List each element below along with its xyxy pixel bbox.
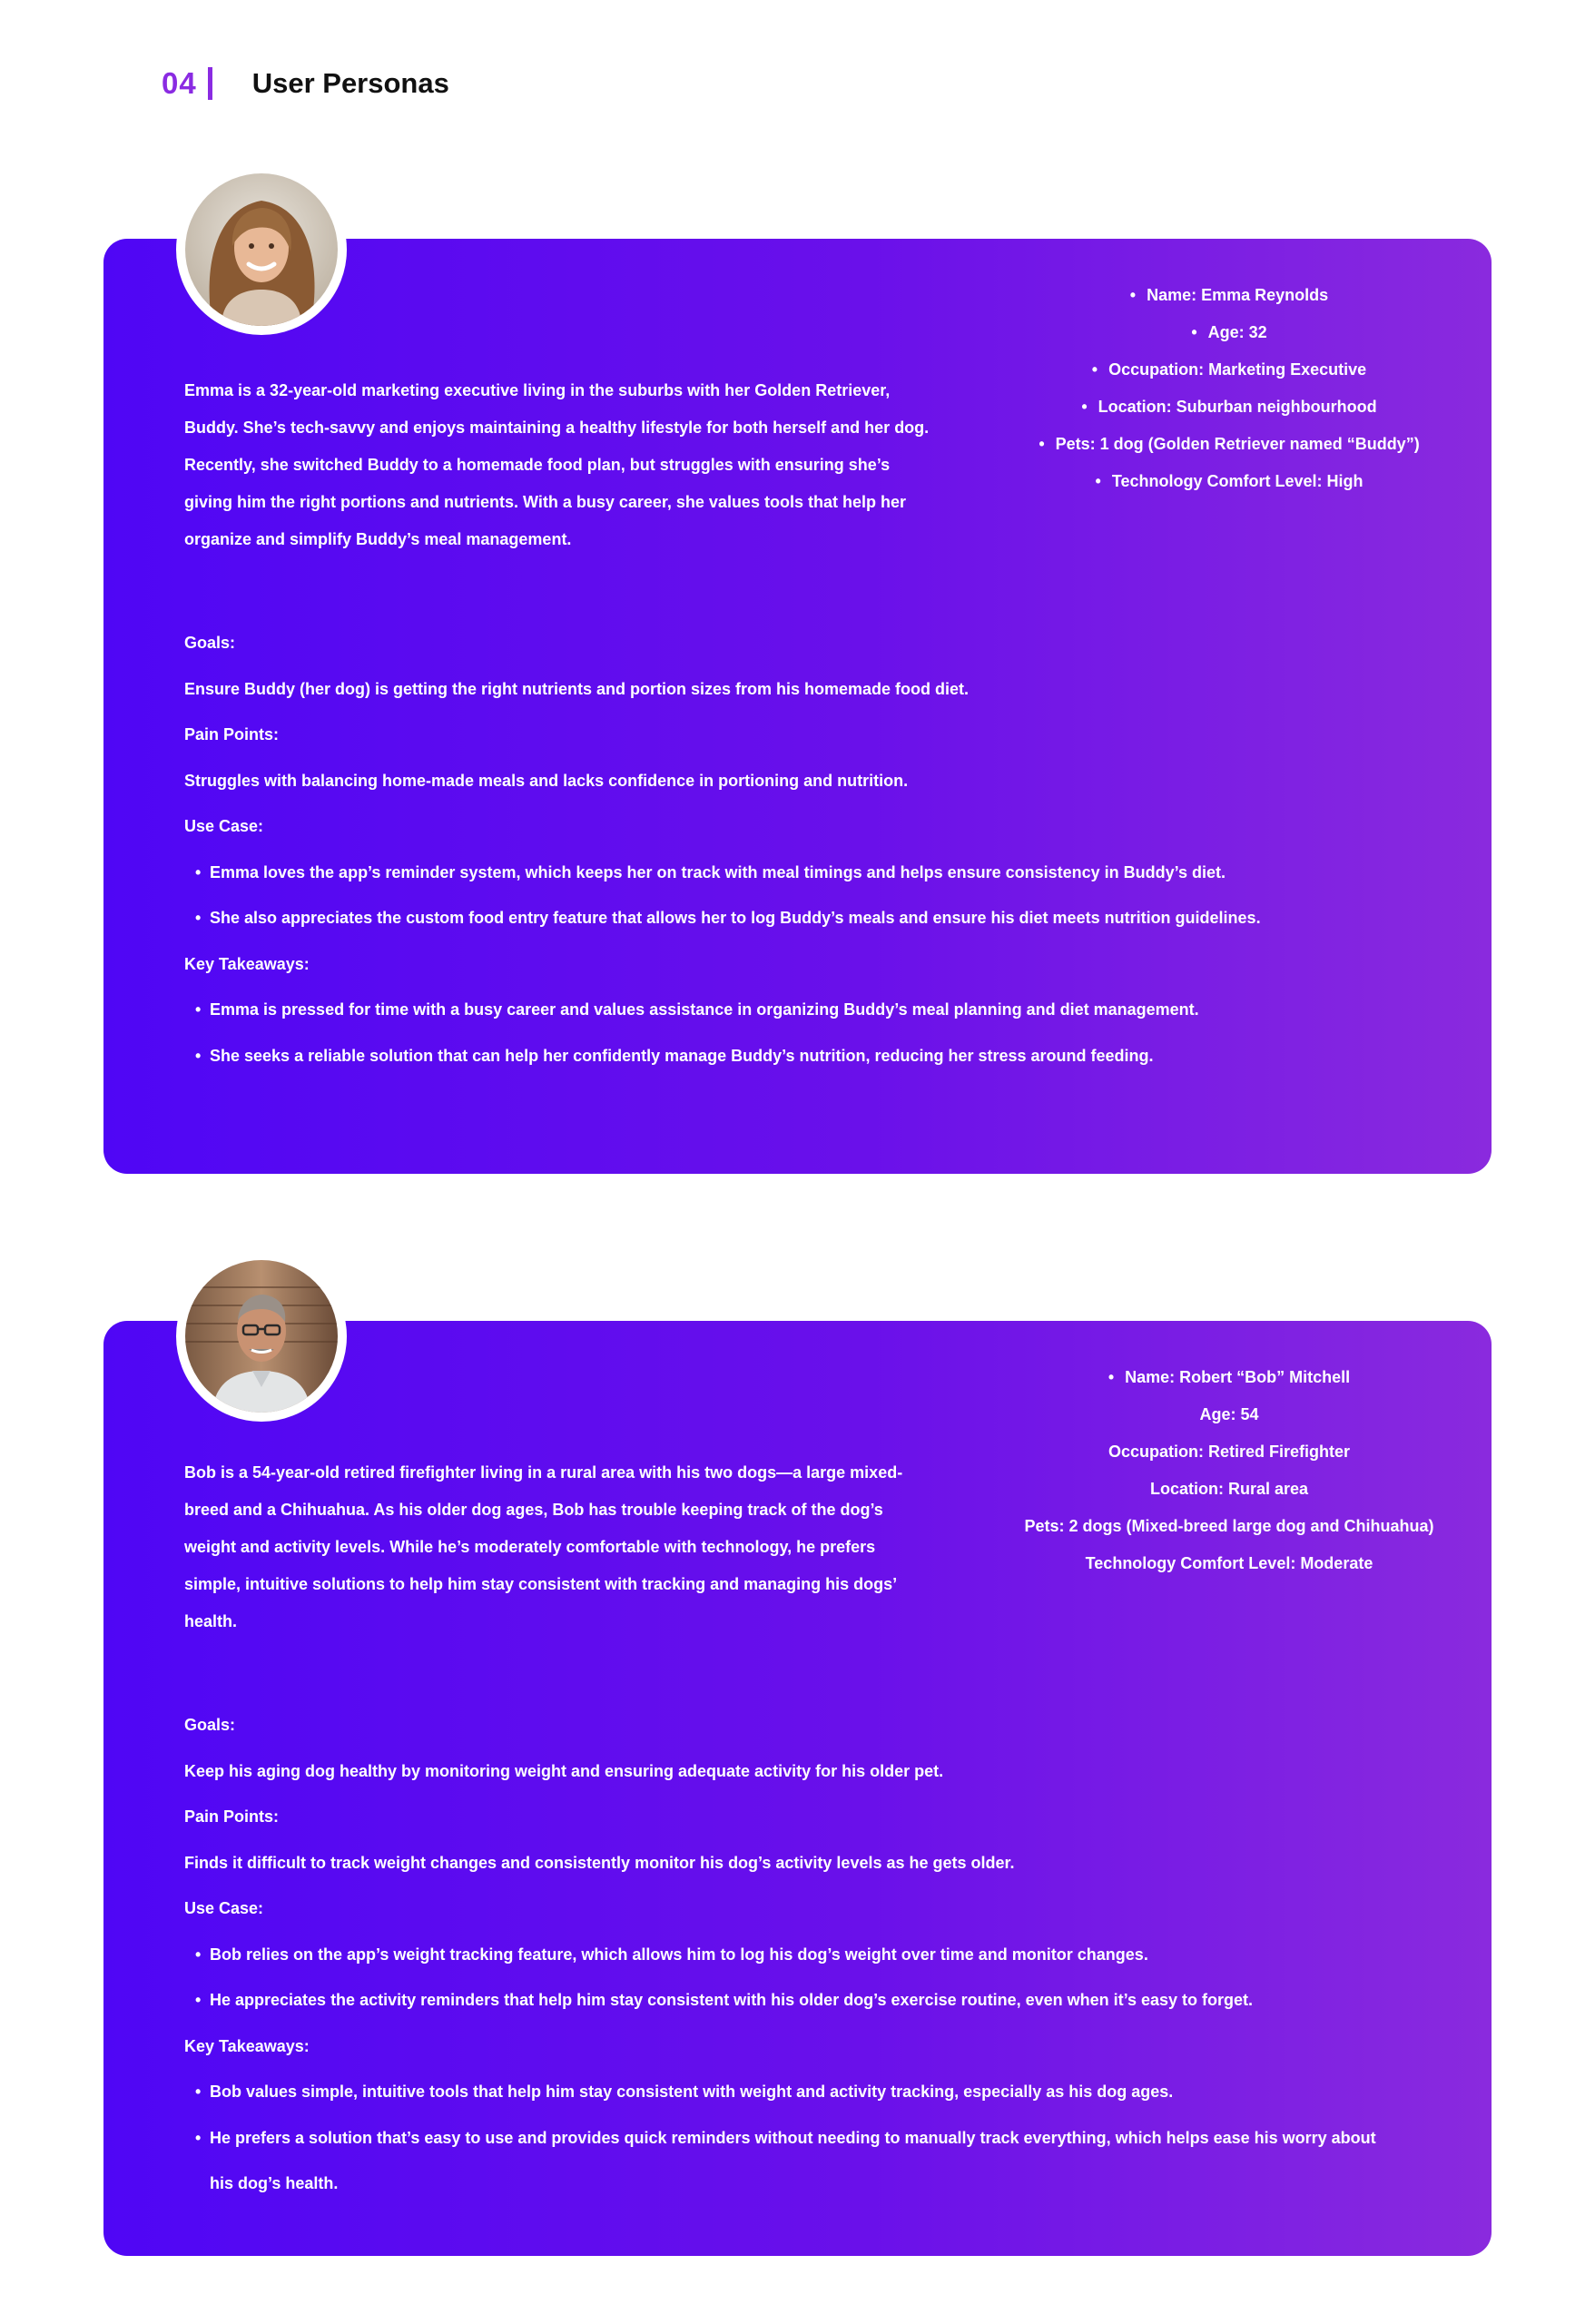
fact-occupation: Occupation: Retired Firefighter xyxy=(1108,1443,1351,1461)
pain-points-label: Pain Points: xyxy=(184,1807,280,1826)
avatar xyxy=(176,1251,347,1422)
takeaways-label: Key Takeaways: xyxy=(184,2036,310,2055)
avatar xyxy=(176,164,347,335)
avatar-emma-image xyxy=(185,173,338,326)
fact-name: • Name: Robert “Bob” Mitchell xyxy=(993,1359,1465,1396)
use-case-label: Use Case: xyxy=(184,1899,264,1917)
avatar-bob-image xyxy=(185,1260,338,1413)
list-item: • Bob relies on the app’s weight tracking feature, which allows him to log his dog’s weight over time and monitor changes. xyxy=(184,1932,1455,1978)
fact-location: • Location: Suburban neighbourhood xyxy=(993,389,1465,426)
use-case-list xyxy=(184,1932,1455,2024)
list-item: • He appreciates the activity reminders that help him stay consistent with his older dog’s exercise routine, even when it’s easy to forget. xyxy=(184,1977,1455,2024)
fact-pets: Pets: 2 dogs (Mixed-breed large dog and Chihuahua) xyxy=(1024,1517,1434,1535)
list-item: • Emma is pressed for time with a busy career and values assistance in organizing Buddy’s meal planning and diet management. xyxy=(184,987,1455,1033)
goals-label: Goals: xyxy=(184,1716,236,1734)
fact-location: Location: Rural area xyxy=(1149,1480,1309,1498)
persona-details xyxy=(184,1702,1455,2207)
fact-tech-comfort: Technology Comfort Level: Moderate xyxy=(1085,1554,1373,1572)
persona-details xyxy=(184,620,1455,1078)
list-item: • She also appreciates the custom food entry feature that allows her to log Buddy’s meals and ensure his diet meets nutrition guidelines. xyxy=(184,895,1455,941)
goals-text: Keep his aging dog healthy by monitoring weight and ensuring adequate activity for his older pet. xyxy=(184,1761,944,1780)
fact-age: • Age: 32 xyxy=(993,314,1465,351)
goals-label: Goals: xyxy=(184,634,236,652)
fact-occupation: • Occupation: Marketing Executive xyxy=(993,351,1465,389)
pain-points-label: Pain Points: xyxy=(184,725,280,743)
persona-card-bob xyxy=(103,1321,1492,2256)
list-item: • He prefers a solution that’s easy to use and provides quick reminders without needing to manually track everything, which helps ease his worry about his dog’s health. xyxy=(184,2115,1399,2207)
use-case-label: Use Case: xyxy=(184,817,264,835)
persona-facts xyxy=(993,1359,1465,1582)
takeaways-list xyxy=(184,2069,1455,2207)
pain-points-text: Struggles with balancing home-made meals and lacks confidence in portioning and nutrition. xyxy=(184,771,909,790)
persona-card-emma xyxy=(103,239,1492,1174)
list-item: • Bob values simple, intuitive tools that help him stay consistent with weight and activity tracking, especially as his dog ages. xyxy=(184,2069,1455,2115)
fact-name: • Name: Emma Reynolds xyxy=(993,277,1465,314)
section-divider xyxy=(208,67,212,100)
section-header xyxy=(162,65,449,102)
fact-age: Age: 54 xyxy=(1199,1405,1259,1423)
page-title: User Personas xyxy=(251,67,449,99)
fact-tech-comfort: • Technology Comfort Level: High xyxy=(993,463,1465,500)
list-item: • Emma loves the app’s reminder system, which keeps her on track with meal timings and helps ensure consistency in Buddy’s diet. xyxy=(184,850,1455,896)
fact-pets: • Pets: 1 dog (Golden Retriever named “Buddy”) xyxy=(993,426,1465,463)
takeaways-label: Key Takeaways: xyxy=(184,954,310,973)
use-case-list xyxy=(184,850,1455,941)
pain-points-text: Finds it difficult to track weight changes and consistently monitor his dog’s activity levels as he gets older. xyxy=(184,1853,1015,1872)
persona-bio: Emma is a 32-year-old marketing executive living in the suburbs with her Golden Retriever, Buddy. She’s tech-savvy and enjoys maintaining a healthy lifestyle for both herself and her dog. Recently, she switched Buddy to a homemade food plan, but struggles with ensuring she’s giving him the right portions and nutrients. With a busy career, she values tools that help her organize and simplify Buddy’s meal management. xyxy=(184,381,930,548)
persona-facts xyxy=(993,277,1465,500)
takeaways-list xyxy=(184,987,1455,1078)
section-number: 04 xyxy=(162,66,197,100)
goals-text: Ensure Buddy (her dog) is getting the right nutrients and portion sizes from his homemade food diet. xyxy=(184,679,970,698)
list-item: • She seeks a reliable solution that can help her confidently manage Buddy’s nutrition, reducing her stress around feeding. xyxy=(184,1033,1455,1079)
persona-bio: Bob is a 54-year-old retired firefighter living in a rural area with his two dogs—a large mixed-breed and a Chihuahua. As his older dog ages, Bob has trouble keeping track of the dog’s weight and activity levels. While he’s moderately comfortable with technology, he prefers simple, intuitive solutions to help him stay consistent with tracking and managing his dogs’ health. xyxy=(184,1463,903,1630)
